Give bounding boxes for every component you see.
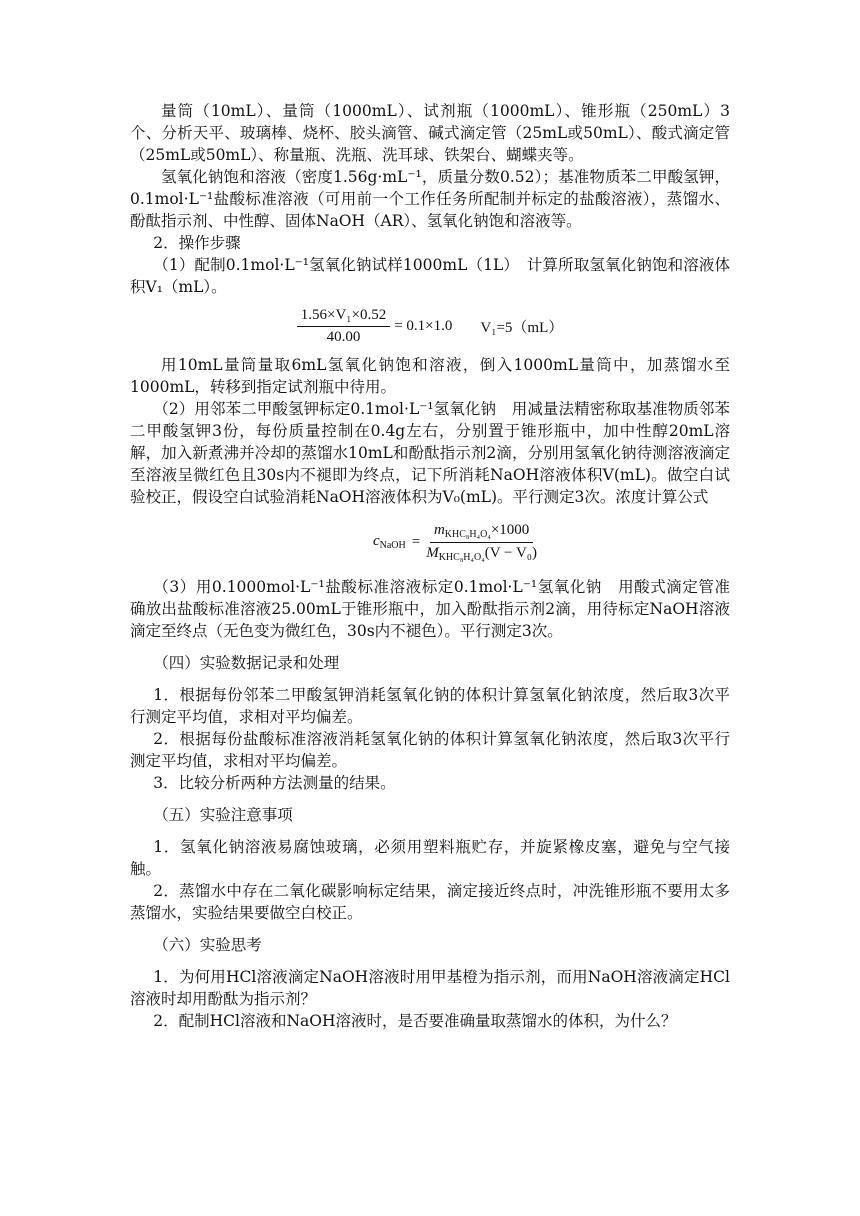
volume-result: V₁=5（mL）	[480, 319, 564, 336]
volume-numerator: 1.56×V₁×0.52	[297, 307, 390, 327]
section-6-heading: （六）实验思考	[153, 936, 262, 954]
caution-item-1: 1．氢氧化钠溶液易腐蚀玻璃，必须用塑料瓶贮存，并旋紧橡皮塞，避免与空气接触。	[130, 838, 730, 878]
step-1-paragraph: （1）配制0.1mol·L⁻¹氢氧化钠试样1000mL（1L） 计算所取氢氧化钠饱和溶液体积V₁（mL）。	[130, 256, 730, 296]
concentration-equals: =	[411, 533, 421, 550]
reagents-paragraph: 氢氧化钠饱和溶液（密度1.56g·mL⁻¹，质量分数0.52）；基准物质苯二甲酸氢钾，0.1mol·L⁻¹盐酸标准溶液（可用前一个工作任务所配制并标定的盐酸溶液），蒸馏水、酚酞指示剂、中性醇、固体NaOH（AR）、氢氧化钠饱和溶液等。	[130, 168, 730, 230]
volume-fraction	[297, 307, 390, 346]
step-1-detail: 用10mL量筒量取6mL氢氧化钠饱和溶液，倒入1000mL量筒中，加蒸馏水至1000mL，转移到指定试剂瓶中待用。	[130, 356, 730, 396]
concentration-denominator: $M_{KHC_8H_4O_4}(V - V_0)$	[426, 544, 538, 563]
document-body	[130, 100, 730, 1032]
section-4-heading: （四）实验数据记录和处理	[153, 654, 340, 672]
volume-rhs: = 0.1×1.0	[394, 317, 453, 334]
equipment-paragraph: 量筒（10mL）、量筒（1000mL）、试剂瓶（1000mL）、锥形瓶（250mL）3个、分析天平、玻璃棒、烧杯、胶头滴管、碱式滴定管（25mL或50mL）、酸式滴定管（25mL或50mL）、称量瓶、洗瓶、洗耳球、铁架台、蝴蝶夹等。	[130, 102, 730, 164]
concentration-lhs: $c_{NaOH}$	[372, 533, 406, 551]
section-5-heading: （五）实验注意事项	[153, 806, 293, 824]
caution-item-2: 2．蒸馏水中存在二氧化碳影响标定结果，滴定接近终点时，冲洗锥形瓶不要用太多蒸馏水，实验结果要做空白校正。	[130, 882, 730, 922]
data-item-2: 2．根据每份盐酸标准溶液消耗氢氧化钠的体积计算氢氧化钠浓度，然后取3次平行测定平均值，求相对平均偏差。	[130, 730, 730, 770]
data-item-3: 3．比较分析两种方法测量的结果。	[153, 774, 396, 792]
question-1: 1．为何用HCl溶液滴定NaOH溶液时用甲基橙为指示剂，而用NaOH溶液滴定HCl溶液时却用酚酞为指示剂？	[130, 968, 730, 1008]
volume-formula	[130, 304, 730, 348]
question-2: 2．配制HCl溶液和NaOH溶液时，是否要准确量取蒸馏水的体积，为什么？	[153, 1012, 677, 1030]
volume-denominator: 40.00	[326, 328, 361, 345]
concentration-numerator: $m_{KHC_8H_4O_4}\times 1000$	[430, 522, 533, 543]
step-3-paragraph: （3）用0.1000mol·L⁻¹盐酸标准溶液标定0.1mol·L⁻¹氢氧化钠 用酸式滴定管准确放出盐酸标准溶液25.00mL于锥形瓶中，加入酚酞指示剂2滴，用待标定NaOH溶液滴定至终点（无色变为微红色，30s内不褪色）。平行测定3次。	[130, 578, 730, 640]
concentration-fraction	[426, 522, 537, 563]
concentration-formula	[180, 516, 730, 568]
data-item-1: 1．根据每份邻苯二甲酸氢钾消耗氢氧化钠的体积计算氢氧化钠浓度，然后取3次平行测定平均值，求相对平均偏差。	[130, 686, 730, 726]
steps-heading: 2．操作步骤	[153, 234, 241, 252]
step-2-paragraph: （2）用邻苯二甲酸氢钾标定0.1mol·L⁻¹氢氧化钠 用减量法精密称取基准物质邻苯二甲酸氢钾3份，每份质量控制在0.4g左右，分别置于锥形瓶中，加中性醇20mL溶解，加入新煮沸并冷却的蒸馏水10mL和酚酞指示剂2滴，分别用氢氧化钠待测溶液滴定至溶液呈微红色且30s内不褪即为终点，记下所消耗NaOH溶液体积V(mL)。做空白试验校正，假设空白试验消耗NaOH溶液体积为V₀(mL)。平行测定3次。浓度计算公式	[130, 400, 730, 506]
